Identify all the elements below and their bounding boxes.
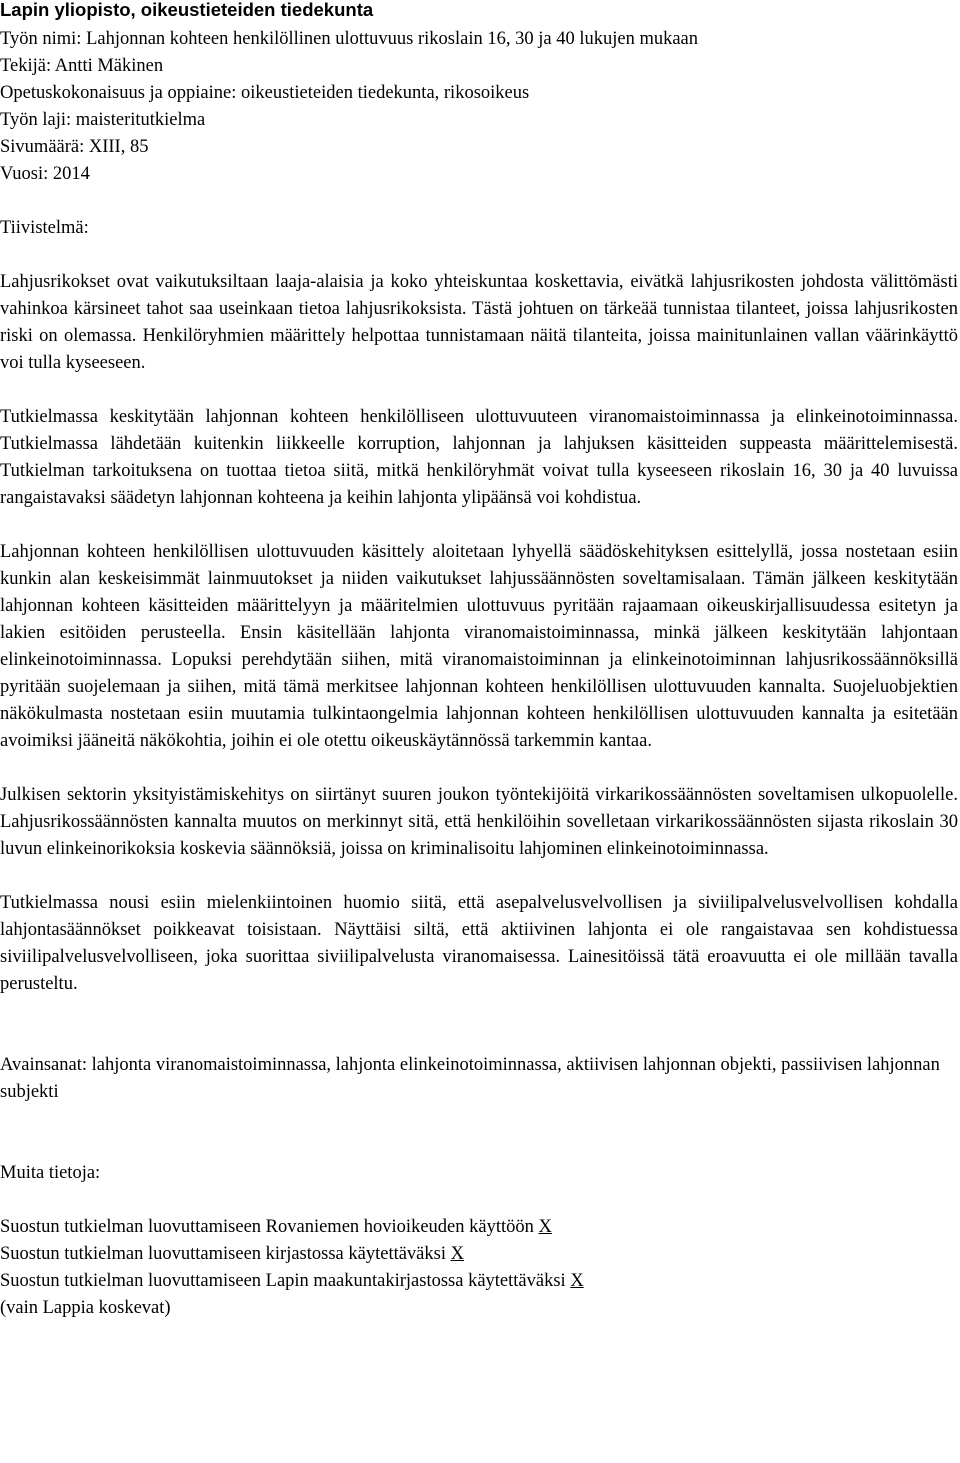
consent-provincial-library-line [0,1268,958,1295]
consent-court-mark: X [538,1217,552,1237]
consent-provincial-library-text: Suostun tutkielman luovuttamiseen Lapin maakuntakirjastossa käytettäväksi [0,1271,571,1291]
consent-library-line [0,1241,958,1268]
consent-provincial-library-mark: X [570,1271,584,1291]
other-info-label: Muita tietoja: [0,1163,101,1183]
consent-court-text: Suostun tutkielman luovuttamiseen Rovaniemen hovioikeuden käyttöön [0,1217,539,1237]
consent-library-mark: X [450,1244,464,1264]
abstract-paragraph-2: Tutkielmassa keskitytään lahjonnan kohteen henkilölliseen ulottuvuuteen viranomaistoiminnassa ja elinkeinotoiminnassa. Tutkielmassa lähdetään kuitenkin liikkeelle korruption, lahjonnan ja lahjuksen käsitteiden suppeasta määrittelemisestä. Tutkielman tarkoituksena on tuottaa tietoa siitä, mitkä henkilöryhmät voivat tulla kyseeseen rikoslain 16, 30 ja 40 luvuissa rangaistavaksi säädetyn lahjonnan kohteena ja keihin lahjonta ylipäänsä voi kohdistua. [0,407,958,508]
author-line: Tekijä: Antti Mäkinen [0,56,164,76]
subject-line: Opetuskokonaisuus ja oppiaine: oikeustieteiden tiedekunta, rikosoikeus [0,83,530,103]
thesis-type-line: Työn laji: maisteritutkielma [0,110,206,130]
consent-note: (vain Lappia koskevat) [0,1298,171,1318]
abstract-paragraph-1: Lahjusrikokset ovat vaikutuksiltaan laaja-alaisia ja koko yhteiskuntaa koskettavia, eivätkä lahjusrikosten johdosta välittömästi vahinkoa kärsineet tahot saa useinkaan tietoa lahjusrikoksista. Tästä johtuen on tärkeää tunnistaa tilanteet, joissa lahjusrikosten riski on olemassa. Henkilöryhmien määrittely helpottaa tunnistamaan näitä tilanteita, joissa mainitunlainen vallan väärinkäyttö voi tulla kyseeseen. [0,272,958,373]
abstract-paragraph-5: Tutkielmassa nousi esiin mielenkiintoinen huomio siitä, että asepalvelusvelvollisen ja siviilipalvelusvelvollisen kohdalla lahjontasäännökset poikkeavat toisistaan. Näyttäisi siltä, että aktiivinen lahjonta ei ole rangaistavaa sen kohdistuessa siviilipalvelusvelvolliseen, joka suorittaa siviilipalvelusta viranomaisessa. Lainesitöissä tätä eroavuutta ei ole millään tavalla perusteltu. [0,893,958,994]
abstract-paragraph-3: Lahjonnan kohteen henkilöllisen ulottuvuuden käsittely aloitetaan lyhyellä säädöskehityksen esittelyllä, jossa nostetaan esiin kunkin alan keskeisimmät lainmuutokset ja niiden vaikutukset lahjussäännösten soveltamisalaan. Tämän jälkeen keskitytään lahjonnan kohteen käsitteiden määrittelyyn ja määritelmien ulottuvuus pyritään rajaamaan oikeuskirjallisuudessa esitetyn ja lakien esitöiden perusteella. Ensin käsitellään lahjonta viranomaistoiminnassa, minkä jälkeen keskitytään lahjontaan elinkeinotoiminnassa. Lopuksi perehdytään siihen, mitä viranomaistoiminnan ja elinkeinotoiminnan lahjusrikossäännöksillä pyritään suojelemaan ja siihen, mitä tämä merkitsee lahjonnan kohteen henkilöllisen ulottuvuuden kannalta. Suojeluobjektien näkökulmasta nostetaan esiin muutamia tulkintaongelmia lahjonnan kohteen henkilöllisen ulottuvuuden kannalta ja esitetään avoimiksi jääneitä näkökohtia, joihin ei ole otettu oikeuskäytännössä tarkemmin kantaa. [0,542,958,751]
consent-list [0,1214,958,1322]
page-count-line: Sivumäärä: XIII, 85 [0,137,149,157]
abstract-label: Tiivistelmä: [0,218,89,238]
consent-library-text: Suostun tutkielman luovuttamiseen kirjastossa käytettäväksi [0,1244,451,1264]
consent-court-line [0,1214,958,1241]
year-line: Vuosi: 2014 [0,164,90,184]
keywords-line: Avainsanat: lahjonta viranomaistoiminnassa, lahjonta elinkeinotoiminnassa, aktiivisen lahjonnan objekti, passiivisen lahjonnan subjekti [0,1055,940,1102]
abstract-paragraph-4: Julkisen sektorin yksityistämiskehitys on siirtänyt suuren joukon työntekijöitä virkarikossäännösten soveltamisen ulkopuolelle. Lahjusrikossäännösten kannalta muutos on merkinnyt sitä, että henkilöihin sovelletaan virkarikossäännösten sijasta rikoslain 30 luvun elinkeinorikoksia koskevia säännöksiä, joissa on kriminalisoitu lahjominen elinkeinotoiminnassa. [0,785,958,859]
institution-heading: Lapin yliopisto, oikeustieteiden tiedekunta [0,0,374,20]
thesis-title-line: Työn nimi: Lahjonnan kohteen henkilöllinen ulottuvuus rikoslain 16, 30 ja 40 lukujen mukaan [0,29,699,49]
